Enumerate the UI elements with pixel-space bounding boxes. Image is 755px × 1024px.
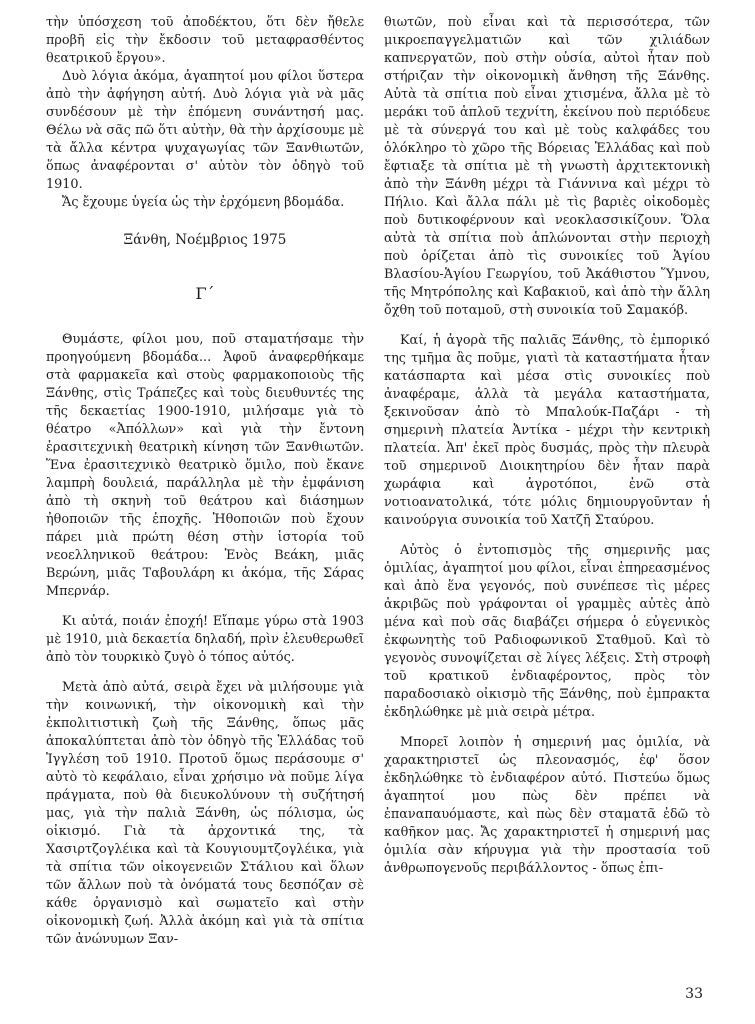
- section-heading: Γ΄: [195, 284, 215, 303]
- right-paragraph-1: θιωτῶν, ποὺ εἶναι καὶ τὰ περισσότερα, τῶν μικροεπαγγελματιῶν καὶ τῶν χιλιάδων καπνεργατῶν, ποὺ στὴν οὐσία, αὐτοὶ ἦταν ποὺ στήριζαν τὴν οἰκονομικὴ ἄνθηση τῆς Ξάνθης. Αὐτὰ τὰ σπίτια ποὺ εἶναι χτισμένα, ἄλλα μὲ τὸ μεράκι τοῦ ἁπλοῦ τεχνίτη, ἐκείνου ποὺ περιόδευε μὲ τὰ σύνεργά του καὶ μὲ τοὺς καλφάδες του ὁλόκληρο τὸ χῶρο τῆς Βόρειας Ἑλλάδας καὶ ποὺ ἔφτιαξε τὰ σπίτια μὲ τὴ γνωστὴ ἀρχιτεκτονικὴ ἀπὸ τὴν Ξάνθη μέχρι τὰ Γιάννινα καὶ μέχρι τὸ Πήλιο. Καὶ ἄλλα πάλι μὲ τὶς βαριὲς οἰκοδομὲς ποὺ δυτικοφέρνουν καὶ νεοκλασσικίζουν. Ὅλα αὐτὰ τὰ σπίτια ποὺ ἁπλώνονται στὴν περιοχὴ ποὺ ὁρίζεται ἀπὸ τὶς συνοικίες τοῦ Ἁγίου Βλασίου-Ἁγίου Γεωργίου, τοῦ Ἀκάθιστου Ὕμνου, τῆς Μητρόπολης καὶ Καβακιοῦ, καὶ ἀπὸ τὴν ἄλλη ὄχθη τοῦ ποταμοῦ, στὴ συνοικία τοῦ Σαμακόβ.: [384, 15, 710, 318]
- right-paragraph-3: Αὐτὸς ὁ ἐντοπισμὸς τῆς σημερινῆς μας ὁμιλίας, ἀγαπητοί μου φίλοι, εἶναι ἐπηρεασμένος καὶ ἀπὸ ἕνα γεγονός, ποὺ συνέπεσε τὶς μέρες ἀκριβῶς ποὺ γράφονται οἱ γραμμὲς αὐτὲς ἀπὸ μένα καὶ ποὺ σᾶς διαβάζει σήμερα ὁ εὐγενικὸς ἐκφωνητὴς τοῦ Ραδιοφωνικοῦ Σταθμοῦ. Καὶ τὸ γεγονὸς συνοψίζεται σὲ λίγες λέξεις. Στὴ στροφὴ τοῦ κρατικοῦ ἐνδιαφέροντος, πρὸς τὸν παραδοσιακὸ οἰκισμὸ τῆς Ξάνθης, ποὺ ἐμπρακτα ἐκδηλώθηκε μὲ μιὰ σειρὰ μέτρα.: [384, 543, 710, 720]
- intro-paragraph-1: τὴν ὑπόσχεση τοῦ ἀποδέκτου, ὅτι δὲν ἤθελε προβῆ εἰς τὴν ἔκδοσιν τοῦ μεταφρασθέντος θεατρικοῦ ἔργου».: [46, 15, 364, 66]
- dateline: Ξάνθη, Νοέμβριος 1975: [123, 232, 287, 248]
- intro-paragraph-2: Δυὸ λόγια ἀκόμα, ἀγαπητοί μου φίλοι ὕστερα ἀπὸ τὴν ἀφήγηση αὐτή. Δυὸ λόγια γιὰ νὰ μᾶς συνδέσουν μὲ τὴν ἑπόμενη συνάντησή μας. Θέλω νὰ σᾶς πῶ ὅτι αὐτὴν, θὰ τὴν ἀρχίσουμε μὲ τὰ ἄλλα κέντρα ψυχαγωγίας τῶν Ξανθιωτῶν, ὅπως ἀναφέρονται σ' αὐτὸν τὸν ὁδηγὸ τοῦ 1910.: [46, 69, 364, 192]
- body-paragraph-2: Κι αὐτά, ποιάν ἐποχή! Εἴπαμε γύρω στὰ 1903 μὲ 1910, μιὰ δεκαετία δηλαδή, πρὶν ἐλευθερωθεῖ ἀπὸ τὸν τουρκικὸ ζυγὸ ὁ τόπος αὐτός.: [46, 614, 364, 665]
- right-paragraph-2: Καί, ἡ ἀγορὰ τῆς παλιᾶς Ξάνθης, τὸ ἐμπορικό της τμῆμα ἂς ποῦμε, γιατὶ τὰ καταστήματα ἦταν κατάσπαρτα καὶ μέσα στὶς συνοικίες ποὺ ἀναφέραμε, ἀλλὰ τὰ μεγάλα καταστήματα, ξεκινοῦσαν ἀπὸ τὸ Μπαλούκ-Παζάρι - τὴ σημερινὴ πλατεία Ἀντίκα - μέχρι τὴν κεντρικὴ πλατεία. Ἀπ' ἐκεῖ πρὸς δυσμάς, πρὸς τὴν πλευρὰ τοῦ σημερινοῦ Διοικητηρίου δὲν ἦταν παρὰ χωράφια καὶ ἀγροτόποι, ἐνῶ στὰ νοτιοανατολικά, τότε μόλις δημιουργοῦνταν ἡ καινούργια συνοικία τοῦ Χατζῆ Σταύρου.: [384, 333, 710, 528]
- right-column: [384, 14, 710, 890]
- right-paragraph-4: Μπορεῖ λοιπὸν ἡ σημερινή μας ὁμιλία, νὰ χαρακτηριστεῖ ὡς πλεονασμός, ἐφ' ὅσον ἐκδηλώθηκε τὸ ἐνδιαφέρον αὐτό. Πιστεύω ὅμως ἀγαπητοί μου πὼς δὲν πρέπει νὰ ἐπαναπαυόμαστε, καὶ πὼς δὲν σταματᾶ ἐδῶ τὸ καθῆκον μας. Ἄς χαρακτηριστεῖ ἡ σημερινή μας ὁμιλία σὰν κήρυγμα γιὰ τὴν προστασία τοῦ ἀνθρωπογενοῦς περιβάλλοντος - ὅπως ἐπι-: [384, 735, 710, 876]
- intro-paragraph-3: Ἄς ἔχουμε ὑγεία ὡς τὴν ἐρχόμενη βδομάδα.: [62, 195, 345, 210]
- left-column: [46, 14, 364, 961]
- body-paragraph-1: Θυμάστε, φίλοι μου, ποῦ σταματήσαμε τὴν προηγούμενη βδομάδα... Ἀφοῦ ἀναφερθήκαμε στὰ φαρμακεῖα καὶ στοὺς φαρμακοποιοὺς τῆς Ξάνθης, στὶς Τράπεζες καὶ τοὺς διευθυντές της τῆς δεκαετίας 1900-1910, μιλήσαμε γιὰ τὸ θέατρο «Ἀπόλλων» καὶ γιὰ τὴν ἔντονη ἐρασιτεχνικὴ θεατρικὴ κίνηση τῶν Ξανθιωτῶν. Ἕνα ἐρασιτεχνικὸ θεατρικὸ ὅμιλο, ποὺ ἔκανε λαμπρὴ δουλειά, παράλληλα μὲ τὴν ἐμφάνιση ἀπὸ τὴ σκηνὴ τοῦ θεάτρου καὶ διάσημων ἠθοποιῶν τῆς ἐποχῆς. Ἠθοποιῶν ποὺ ἔχουν πάρει μιὰ πρώτη θέση στὴν ἱστορία τοῦ νεοελληνικοῦ θεάτρου: Ἑνὸς Βεάκη, μιᾶς Βερώνη, μιᾶς Ταβουλάρη κι ἀκόμα, τῆς Σάρας Μπερνάρ.: [46, 332, 364, 599]
- page-number: 33: [685, 986, 703, 1002]
- body-paragraph-3: Μετὰ ἀπὸ αὐτά, σειρὰ ἔχει νὰ μιλήσουμε γιὰ τὴν κοινωνική, τὴν οἰκονομικὴ καὶ τὴν ἐκπολιτιστικὴ ζωὴ τῆς Ξάνθης, ὅπως μᾶς ἀποκαλύπτεται ἀπὸ τὸν ὁδηγὸ τῆς Ἑλλάδας τοῦ Ἰγγλέση τοῦ 1910. Προτοῦ ὅμως περάσουμε σ' αὐτὸ τὸ κεφάλαιο, εἶναι χρήσιμο νὰ ποῦμε λίγα πράγματα, ποὺ θὰ διευκολύνουν τὴ συζήτησή μας, γιὰ τὴν παλιὰ Ξάνθη, ὡς πόλισμα, ὡς οἰκισμό. Γιὰ τὰ ἀρχοντικά της, τὰ Χασιρτζογλέικα καὶ τὰ Κουγιουμτζογλέικα, γιὰ τὰ σπίτια τῶν οἰκογενειῶν Στάλιου καὶ ὅλων τῶν ἄλλων ποὺ τὰ ὀνόματά τους δεσπόζαν σὲ κάθε ὀργανισμὸ καὶ σωματεῖο καὶ στὴν οἰκονομικὴ ζωή. Ἀλλὰ ἀκόμη καὶ γιὰ τὰ σπίτια τῶν ἀνώνυμων Ξαν-: [46, 680, 364, 947]
